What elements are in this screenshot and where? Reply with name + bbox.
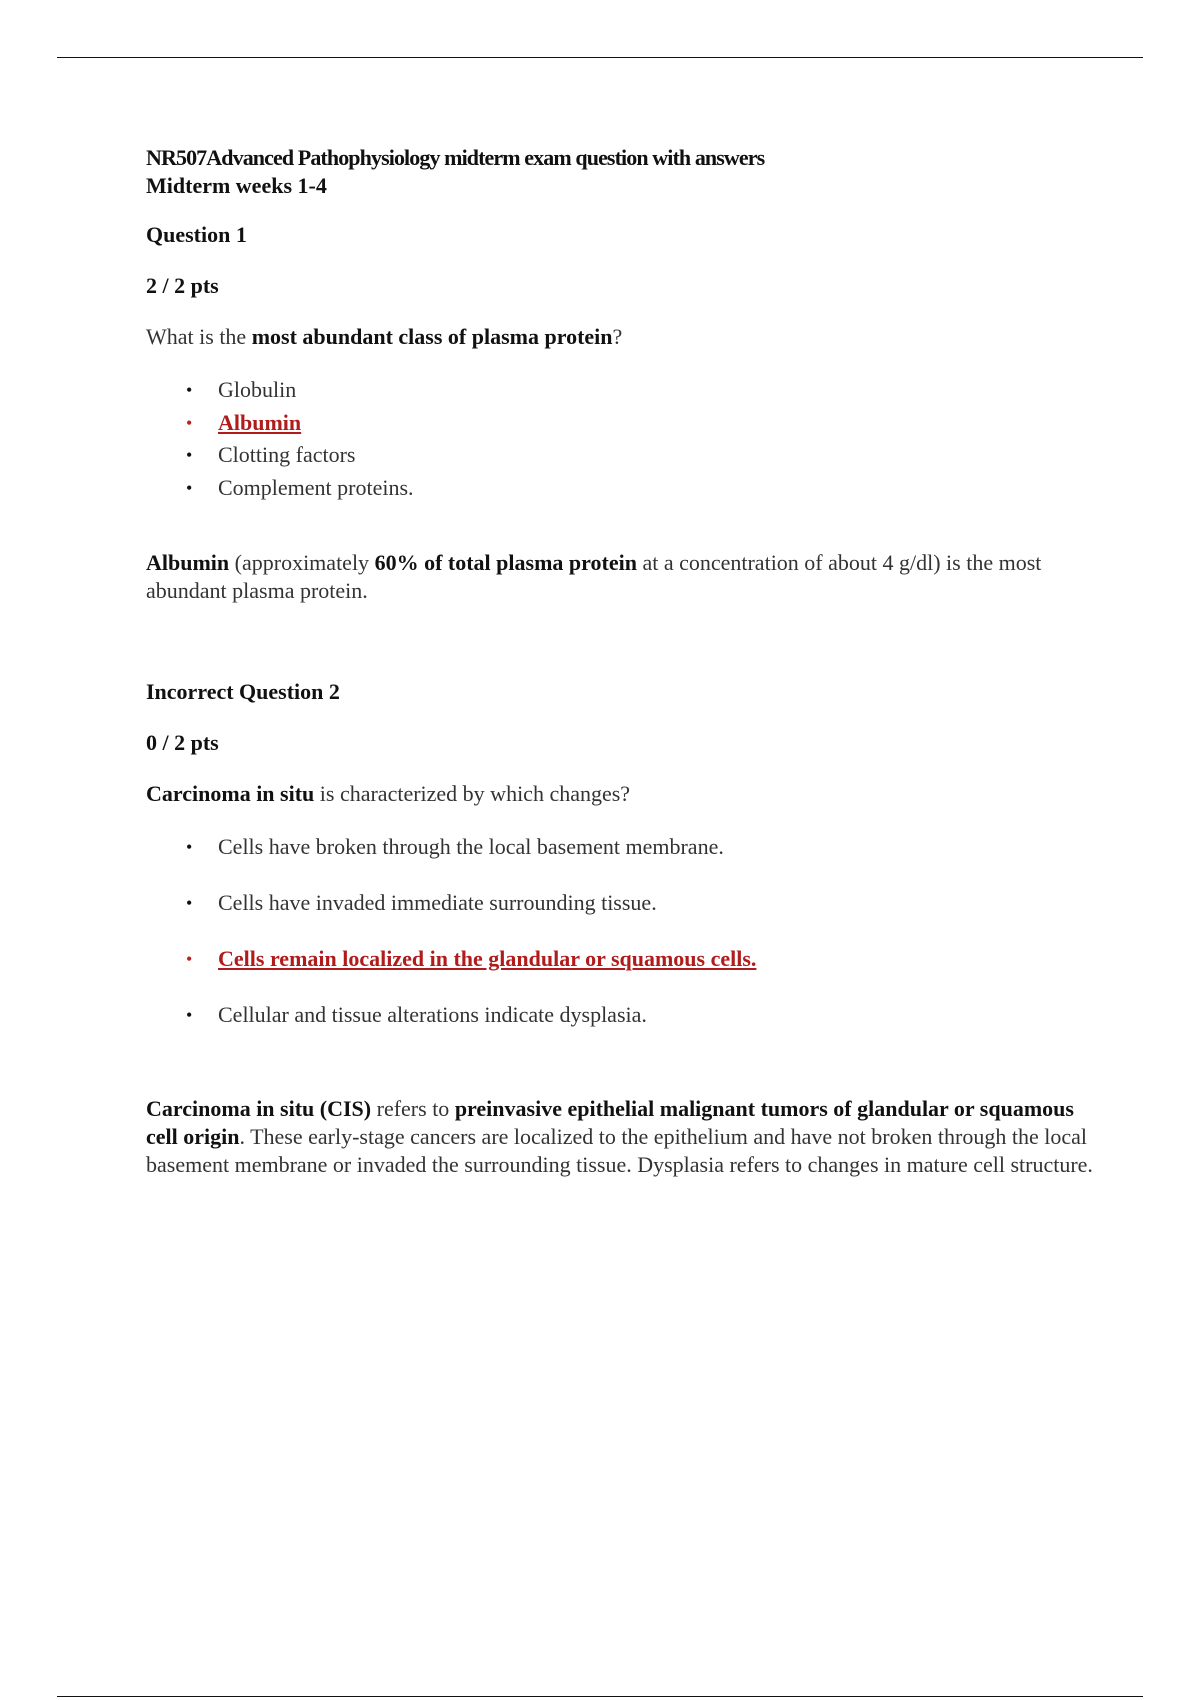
explanation-emphasis: Albumin	[146, 550, 230, 575]
answer-text: Complement proteins.	[218, 474, 414, 500]
answer-option	[146, 819, 1096, 875]
question-prompt	[146, 323, 1096, 351]
document-title: NR507Advanced Pathophysiology midterm exam question with answers	[146, 145, 765, 170]
bullet-icon: •	[186, 412, 193, 433]
question-points: 2 / 2 pts	[146, 273, 219, 298]
prompt-text: is characterized by which changes?	[314, 781, 631, 806]
document-subtitle: Midterm weeks 1-4	[146, 173, 327, 198]
bullet-icon: •	[186, 893, 193, 913]
answer-text: Cells have invaded immediate surrounding tissue.	[218, 890, 657, 915]
prompt-emphasis: most abundant class of plasma protein	[251, 324, 613, 349]
answer-option	[146, 987, 1096, 1043]
answer-text: Cells have broken through the local basement membrane.	[218, 834, 724, 859]
answer-option	[146, 472, 1096, 505]
question-heading: Incorrect Question 2	[146, 679, 340, 704]
explanation-text: at a concentration of about 4 g/dl) is the most abundant plasma protein.	[146, 550, 1042, 603]
explanation-text: refers to	[371, 1096, 455, 1121]
explanation-emphasis: Carcinoma in situ (CIS)	[146, 1096, 372, 1121]
prompt-text: What is the	[146, 324, 252, 349]
prompt-text: ?	[612, 324, 623, 349]
answer-text: Globulin	[218, 377, 297, 402]
answer-option	[146, 875, 1096, 931]
answer-option	[146, 374, 1096, 407]
answer-explanation	[146, 549, 1096, 605]
header-rule	[57, 57, 1143, 58]
prompt-emphasis: Carcinoma in situ	[146, 781, 315, 806]
explanation-text: (approximately	[229, 550, 375, 575]
answer-text: Cells remain localized in the glandular or squamous cells.	[218, 946, 757, 971]
footer-rule	[57, 1696, 1143, 1697]
question-2	[146, 678, 1096, 1179]
bullet-icon: •	[186, 380, 193, 400]
question-1	[146, 221, 1096, 605]
answer-list	[146, 819, 1096, 1043]
answer-option-correct	[146, 931, 1096, 987]
explanation-emphasis: 60% of total plasma protein	[374, 550, 637, 575]
bullet-icon: •	[186, 837, 193, 857]
bullet-icon: •	[186, 1005, 193, 1025]
answer-text: Cellular and tissue alterations indicate dysplasia.	[218, 1002, 647, 1027]
bullet-icon: •	[186, 477, 193, 498]
question-prompt	[146, 780, 1096, 808]
document-body	[146, 144, 1096, 1179]
bullet-icon: •	[186, 949, 193, 969]
answer-text: Clotting factors	[218, 442, 356, 467]
answer-text: Albumin	[218, 409, 302, 435]
question-points: 0 / 2 pts	[146, 730, 219, 755]
answer-list	[146, 374, 1096, 504]
question-heading: Question 1	[146, 222, 247, 247]
bullet-icon: •	[186, 445, 193, 465]
explanation-text: . These early-stage cancers are localized to the epithelium and have not broken through the local basement membrane or invaded the surrounding tissue. Dysplasia refers to changes in mature cell structure.	[146, 1124, 1093, 1177]
answer-option	[146, 439, 1096, 472]
answer-explanation	[146, 1095, 1096, 1179]
explanation-emphasis: preinvasive epithelial malignant tumors of glandular or squamous cell origin	[146, 1096, 1074, 1149]
answer-option-correct	[146, 407, 1096, 440]
